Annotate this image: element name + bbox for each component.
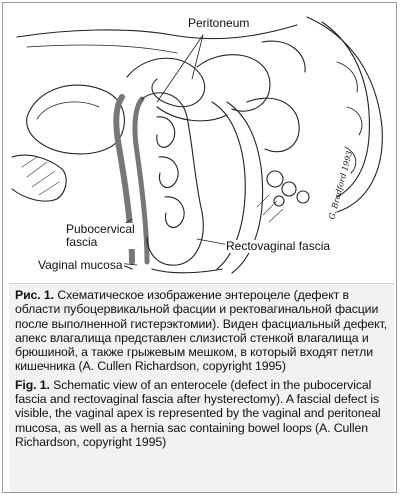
- anatomical-illustration: [7, 7, 395, 280]
- peritoneum-leader: [157, 35, 203, 102]
- caption-english-text: Schematic view of an enterocele (defect in the pubocervical fascia and rectovaginal fascia after hysterectomy). A fascial defect is visible, the vaginal apex is represented by the vaginal and peritoneal mucosa, as well as a hernia sac containing bowel loops (A. Cullen Richardson, copyright 1995): [15, 377, 381, 449]
- herniated-bowel-loops: [157, 117, 184, 228]
- caption-russian: [15, 288, 388, 374]
- caption-english: [15, 378, 388, 449]
- enterocele-sac: [142, 93, 203, 265]
- caption-english-prefix: Fig. 1.: [15, 377, 50, 392]
- label-peritoneum: Peritoneum: [188, 16, 250, 30]
- label-vaginal-mucosa: Vaginal mucosa: [38, 258, 123, 272]
- artist-signature: G. Bradford 1993: [327, 150, 355, 221]
- label-pubocervical: [65, 223, 136, 249]
- bladder: [27, 85, 125, 154]
- caption-block: [9, 283, 394, 493]
- pubic-bone: [12, 155, 66, 201]
- label-rectovaginal-fascia: Rectovaginal fascia: [226, 239, 331, 253]
- label-pubocervical-line1: Pubocervical: [66, 222, 135, 236]
- figure-frame: [2, 2, 397, 493]
- label-pubocervical-line2: fascia: [66, 235, 98, 249]
- caption-russian-text: Схематическое изображение энтероцеле (дефект в области пубоцервикальной фасции и ректовагинальной фасции после выполненной гистерэктомии). Виден фасциальный дефект, апекс влагалища представлен слизистой стенкой влагалища и брюшиной, а также грыжевым мешком, в который входят петли кишечника (A. Cullen Richardson, copyright 1995): [15, 288, 388, 374]
- caption-russian-prefix: Рис. 1.: [15, 288, 54, 302]
